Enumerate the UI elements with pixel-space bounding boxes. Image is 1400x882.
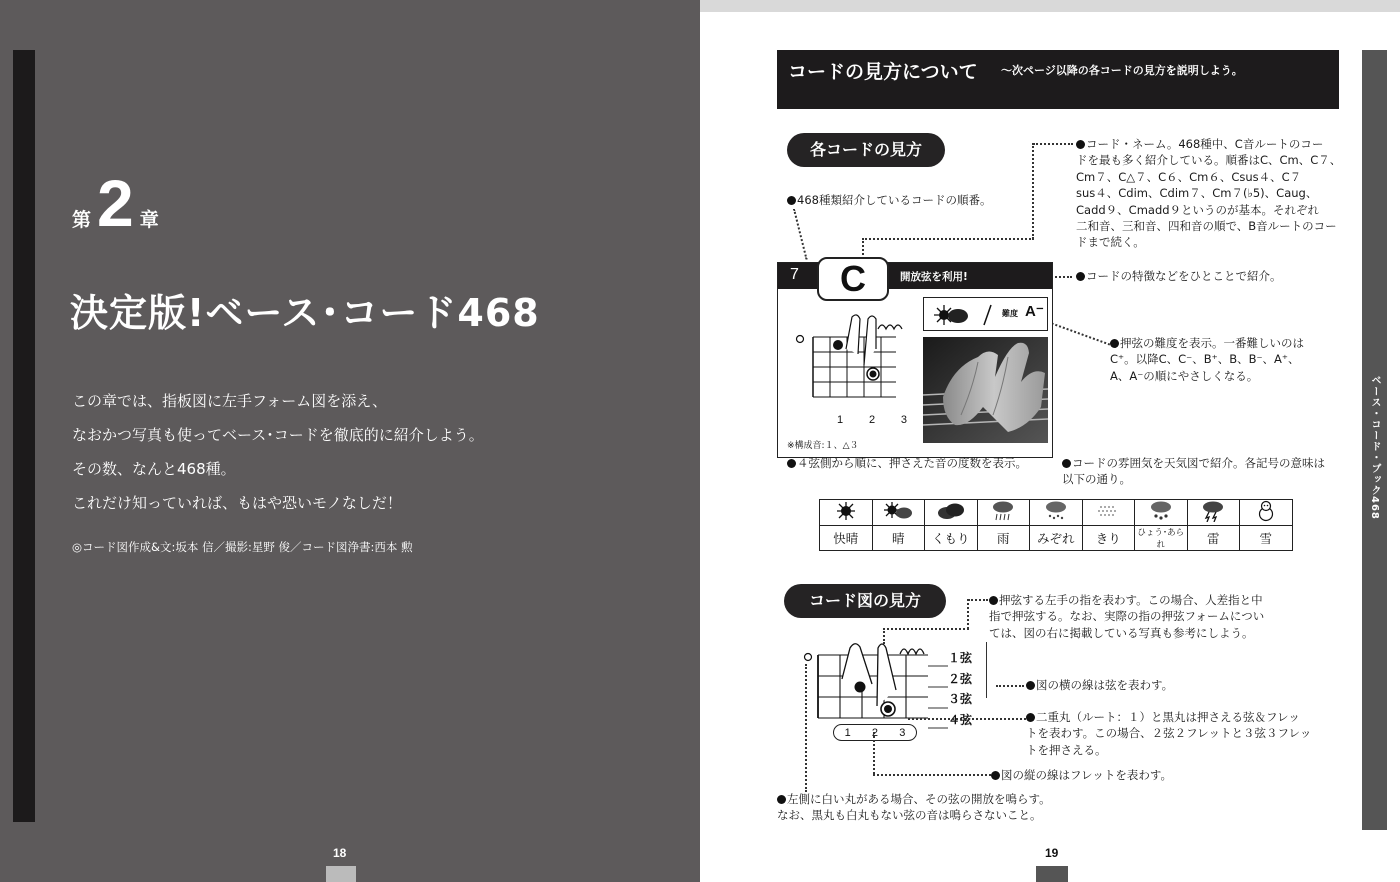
leader-line bbox=[883, 628, 885, 644]
note-line: 指で押弦する。なお、実際の指の押弦フォームについ bbox=[989, 609, 1265, 624]
note-line: なお、黒丸も白丸もない弦の音は鳴らさないこと。 bbox=[777, 808, 1042, 823]
weather-icon-cell bbox=[925, 500, 978, 526]
note-line: トを押さえる。 bbox=[1026, 742, 1107, 757]
note-line: A、A⁻の順にやさしくなる。 bbox=[1110, 368, 1259, 383]
bullet-dot bbox=[1026, 681, 1035, 690]
sunny-clear-icon bbox=[835, 501, 857, 521]
snow-icon bbox=[1255, 500, 1277, 522]
side-bar bbox=[1362, 50, 1387, 830]
finger-number: 2 bbox=[868, 414, 876, 426]
leader-line bbox=[968, 599, 988, 601]
intro-line: なおかつ写真も使ってベース･コードを徹底的に紹介しよう。 bbox=[72, 426, 484, 444]
leader-line bbox=[862, 238, 1034, 240]
note-vertical-text: 図の縦の線はフレットを表わす。 bbox=[1001, 768, 1173, 782]
note-line: C⁺。以降C、C⁻、B⁺、B、B⁻、A⁺、 bbox=[1110, 352, 1300, 367]
note-vertical bbox=[991, 767, 1172, 783]
leader-line bbox=[793, 209, 808, 260]
note-line: 以下の通り。 bbox=[1062, 472, 1131, 487]
bullet-dot bbox=[1026, 713, 1035, 722]
bullet-dot bbox=[787, 459, 796, 468]
bullet-dot bbox=[1076, 272, 1085, 281]
finger-number: 3 bbox=[900, 414, 907, 426]
leader-line bbox=[873, 732, 875, 774]
weather-label: 雨 bbox=[977, 526, 1030, 551]
chapter-intro bbox=[72, 384, 484, 520]
weather-label: 雷 bbox=[1187, 526, 1240, 551]
note-line: 押弦の難度を表示。一番難しいのは bbox=[1120, 336, 1304, 350]
note-open bbox=[777, 791, 1051, 824]
leader-line bbox=[967, 599, 969, 629]
card-number: 7 bbox=[790, 266, 799, 283]
weather-icon-cell bbox=[1030, 500, 1083, 526]
bracket-line bbox=[986, 642, 987, 698]
intro-line: これだけ知っていれば、もはや恐いモノなしだ！ bbox=[72, 494, 402, 512]
note-difficulty bbox=[1110, 335, 1304, 384]
note-frets bbox=[787, 455, 1027, 471]
weather-label: 快晴 bbox=[820, 526, 873, 551]
difficulty-label: 難度 bbox=[1002, 309, 1018, 318]
weather-label: 雪 bbox=[1240, 526, 1293, 551]
intro-line: この章では、指板図に左手フォーム図を添え、 bbox=[72, 392, 388, 410]
note-feature bbox=[1076, 268, 1282, 284]
bullet-dot bbox=[1062, 459, 1071, 468]
hand-photo bbox=[923, 337, 1048, 443]
sunny-icon bbox=[883, 501, 913, 521]
leader-line bbox=[883, 628, 969, 630]
bullet-dot bbox=[989, 596, 998, 605]
note-line: 押弦する左手の指を表わす。この場合、人差指と中 bbox=[999, 593, 1263, 607]
note-line: 左側に白い丸がある場合、その弦の開放を鳴らす。 bbox=[787, 792, 1051, 806]
note-weather bbox=[1062, 455, 1325, 488]
bullet-dot bbox=[1110, 339, 1119, 348]
weather-label: きり bbox=[1082, 526, 1135, 551]
page-tab-right bbox=[1036, 866, 1068, 882]
page-number-left: 18 bbox=[333, 846, 347, 860]
header-title: コードの見方について bbox=[788, 61, 978, 83]
note-line: sus４、Cdim、Cdim７、Cm７(♭5)、Caug、 bbox=[1076, 186, 1318, 201]
weather-label: みぞれ bbox=[1030, 526, 1083, 551]
weather-label: くもり bbox=[925, 526, 978, 551]
note-order-text: 468種類紹介しているコードの順番。 bbox=[797, 193, 992, 207]
note-feature-text: コードの特徴などをひとことで紹介。 bbox=[1086, 269, 1282, 283]
note-line: ドを最も多く紹介している。順番はC、Cm、C７、 bbox=[1076, 153, 1342, 168]
string-label: ３弦 bbox=[948, 692, 973, 707]
note-marks bbox=[1026, 709, 1311, 758]
section-heading-chord: 各コードの見方 bbox=[787, 133, 945, 167]
leader-line bbox=[805, 664, 807, 792]
finger-number: 1 bbox=[844, 726, 851, 739]
chord-card-example bbox=[777, 258, 1053, 458]
weather-icon-cell bbox=[872, 500, 925, 526]
chapter-heading bbox=[72, 166, 159, 240]
weather-legend-table bbox=[819, 499, 1293, 551]
section-heading-diagram: コード図の見方 bbox=[784, 584, 946, 618]
diagram-finger-numbers bbox=[833, 724, 917, 741]
fog-icon bbox=[1095, 501, 1121, 521]
string-label: ４弦 bbox=[948, 713, 973, 728]
difficulty-value: A⁻ bbox=[1025, 303, 1044, 320]
weather-label: ひょう･あられ bbox=[1135, 526, 1188, 551]
leader-line bbox=[996, 685, 1024, 687]
note-line: 二和音、三和音、四和音の順で、B音ルートのコー bbox=[1076, 219, 1337, 234]
string-label: ２弦 bbox=[948, 671, 973, 686]
card-chord-name: C bbox=[817, 257, 889, 301]
leader-line bbox=[1033, 143, 1073, 145]
weather-icon-cell bbox=[1082, 500, 1135, 526]
thunder-icon bbox=[1200, 500, 1226, 522]
leader-line bbox=[1045, 320, 1117, 348]
card-fretboard-diagram bbox=[786, 299, 921, 419]
note-line: コードの雰囲気を天気図で紹介。各記号の意味は bbox=[1072, 456, 1325, 470]
note-chord-name bbox=[1076, 136, 1346, 251]
note-line: 二重丸（ルート：１）と黒丸は押さえる弦＆フレッ bbox=[1036, 710, 1300, 724]
header-subtitle: 〜次ページ以降の各コードの見方を説明しよう。 bbox=[1001, 64, 1243, 77]
note-line: ては、図の右に掲載している写真も参考にしよう。 bbox=[989, 625, 1254, 640]
chapter-prefix: 第 bbox=[72, 209, 92, 231]
note-line: コード・ネーム。468種中、C音ルートのコー bbox=[1086, 137, 1324, 151]
note-order bbox=[787, 192, 991, 208]
note-line: Cm７、C△７、C６、Cm６、Csus４、C７ bbox=[1076, 169, 1302, 184]
finger-number: 3 bbox=[899, 726, 906, 739]
finger-number: 2 bbox=[871, 726, 879, 739]
chapter-suffix: 章 bbox=[139, 209, 159, 231]
note-finger bbox=[989, 592, 1264, 641]
weather-icon-cell bbox=[820, 500, 873, 526]
note-strings-text: 図の横の線は弦を表わす。 bbox=[1036, 678, 1174, 692]
bullet-dot bbox=[1076, 140, 1085, 149]
card-subtitle: 開放弦を利用! bbox=[900, 271, 968, 283]
rain-icon bbox=[990, 500, 1016, 522]
note-line: ドまで続く。 bbox=[1076, 235, 1145, 250]
leader-line bbox=[908, 718, 1026, 720]
card-composition: ※構成音:１、△３ bbox=[787, 441, 859, 451]
difficulty-box bbox=[923, 297, 1048, 331]
finger-number: 1 bbox=[837, 414, 844, 426]
sunny-icon bbox=[934, 303, 992, 327]
note-line: Cadd９、Cmadd９というのが基本。それぞれ bbox=[1076, 202, 1320, 217]
note-frets-text: ４弦側から順に、押さえた音の度数を表示。 bbox=[797, 456, 1027, 470]
weather-icon-cell bbox=[977, 500, 1030, 526]
chapter-title: 決定版!ベース･コード468 bbox=[70, 291, 540, 335]
weather-label: 晴 bbox=[872, 526, 925, 551]
note-strings bbox=[1026, 677, 1173, 693]
sleet-icon bbox=[1043, 500, 1069, 522]
weather-icon-cell bbox=[1187, 500, 1240, 526]
bullet-dot bbox=[991, 771, 1000, 780]
bullet-dot bbox=[777, 795, 786, 804]
cloudy-icon bbox=[936, 501, 966, 521]
chapter-number: 2 bbox=[97, 166, 134, 240]
weather-icon-cell bbox=[1240, 500, 1293, 526]
leader-line bbox=[873, 774, 991, 776]
leader-line bbox=[1032, 143, 1034, 239]
page-tab-left bbox=[326, 866, 356, 882]
page-number-right: 19 bbox=[1045, 846, 1059, 860]
left-accent-bar bbox=[13, 50, 35, 822]
note-line: トを表わす。この場合、２弦２フレットと３弦３フレッ bbox=[1026, 726, 1312, 741]
header-banner bbox=[777, 50, 1339, 109]
weather-icon-cell bbox=[1135, 500, 1188, 526]
hail-icon bbox=[1148, 500, 1174, 522]
intro-line: その数、なんと468種。 bbox=[72, 460, 236, 478]
bullet-dot bbox=[787, 196, 796, 205]
right-page bbox=[700, 12, 1400, 882]
card-finger-numbers bbox=[837, 414, 907, 426]
string-label: １弦 bbox=[948, 651, 973, 665]
side-book-title: ベース・コード・ブック468 bbox=[1369, 375, 1380, 520]
credit-line: ◎コード図作成&文:坂本 信／撮影:星野 俊／コード図浄書:西本 勲 bbox=[72, 540, 413, 554]
